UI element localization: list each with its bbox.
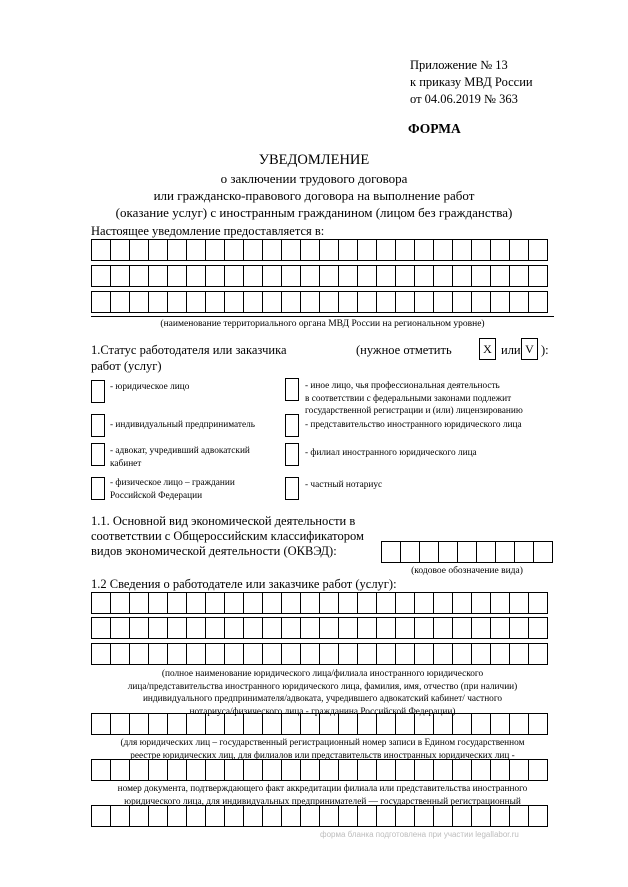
input-cell[interactable] [91, 592, 111, 614]
input-cell[interactable] [186, 592, 206, 614]
input-cell[interactable] [205, 617, 225, 639]
checkbox-foreign-branch[interactable] [285, 443, 299, 466]
checkbox-lawyer[interactable] [91, 443, 105, 466]
input-cell[interactable] [129, 239, 149, 261]
input-cell[interactable] [186, 617, 206, 639]
input-cell[interactable] [319, 617, 339, 639]
input-cell[interactable] [186, 239, 206, 261]
input-cell[interactable] [414, 617, 434, 639]
input-cell[interactable] [129, 291, 149, 313]
input-cell[interactable] [471, 713, 491, 735]
input-cell[interactable] [205, 239, 225, 261]
option-notary: - частный нотариус [305, 480, 383, 490]
input-cell[interactable] [509, 592, 529, 614]
input-cell[interactable] [262, 759, 282, 781]
input-cell[interactable] [528, 805, 548, 827]
input-cell[interactable] [381, 541, 401, 563]
input-cell[interactable] [167, 759, 187, 781]
input-cell[interactable] [528, 617, 548, 639]
input-cell[interactable] [471, 592, 491, 614]
input-cell[interactable] [281, 617, 301, 639]
input-cell[interactable] [476, 541, 496, 563]
employer-row-2[interactable] [91, 617, 547, 639]
input-cell[interactable] [110, 592, 130, 614]
annex-number: Приложение № 13 [410, 58, 508, 72]
input-cell[interactable] [148, 617, 168, 639]
input-cell[interactable] [414, 265, 434, 287]
input-cell[interactable] [262, 805, 282, 827]
input-cell[interactable] [91, 265, 111, 287]
employer-label: 1.2 Сведения о работодателе или заказчике работ (услуг): [91, 577, 397, 591]
input-cell[interactable] [490, 759, 510, 781]
mark-x-sample: X [479, 338, 496, 360]
input-cell[interactable] [110, 617, 130, 639]
input-cell[interactable] [262, 617, 282, 639]
input-cell[interactable] [262, 291, 282, 313]
input-cell[interactable] [281, 759, 301, 781]
input-cell[interactable] [357, 265, 377, 287]
input-cell[interactable] [495, 541, 515, 563]
input-cell[interactable] [243, 713, 263, 735]
input-cell[interactable] [243, 643, 263, 665]
input-cell[interactable] [167, 265, 187, 287]
option-legal-entity: - юридическое лицо [110, 382, 190, 392]
input-cell[interactable] [338, 643, 358, 665]
input-cell[interactable] [129, 759, 149, 781]
input-cell[interactable] [110, 239, 130, 261]
okved-caption: (кодовое обозначение вида) [411, 566, 523, 576]
input-cell[interactable] [528, 592, 548, 614]
input-cell[interactable] [395, 759, 415, 781]
input-cell[interactable] [395, 265, 415, 287]
input-cell[interactable] [186, 291, 206, 313]
input-cell[interactable] [357, 805, 377, 827]
input-cell[interactable] [148, 291, 168, 313]
input-cell[interactable] [357, 643, 377, 665]
status-or: или [501, 343, 521, 357]
input-cell[interactable] [357, 239, 377, 261]
input-cell[interactable] [224, 291, 244, 313]
input-cell[interactable] [528, 291, 548, 313]
input-cell[interactable] [357, 713, 377, 735]
input-cell[interactable] [224, 759, 244, 781]
input-cell[interactable] [509, 805, 529, 827]
input-cell[interactable] [357, 592, 377, 614]
input-cell[interactable] [438, 541, 458, 563]
input-cell[interactable] [205, 643, 225, 665]
input-cell[interactable] [224, 239, 244, 261]
input-cell[interactable] [281, 805, 301, 827]
input-cell[interactable] [167, 239, 187, 261]
input-cell[interactable] [167, 617, 187, 639]
input-cell[interactable] [414, 592, 434, 614]
input-cell[interactable] [129, 265, 149, 287]
okved-line-2: соответствии с Общероссийским классификатором [91, 529, 364, 543]
input-cell[interactable] [376, 617, 396, 639]
input-cell[interactable] [490, 713, 510, 735]
input-cell[interactable] [281, 239, 301, 261]
input-cell[interactable] [395, 805, 415, 827]
input-cell[interactable] [91, 713, 111, 735]
input-cell[interactable] [528, 239, 548, 261]
input-cell[interactable] [243, 617, 263, 639]
input-cell[interactable] [110, 713, 130, 735]
input-cell[interactable] [205, 265, 225, 287]
input-cell[interactable] [395, 291, 415, 313]
input-cell[interactable] [319, 713, 339, 735]
checkbox-other-person[interactable] [285, 378, 299, 401]
input-cell[interactable] [452, 617, 472, 639]
input-cell[interactable] [376, 239, 396, 261]
input-cell[interactable] [514, 541, 534, 563]
input-cell[interactable] [148, 713, 168, 735]
input-cell[interactable] [338, 291, 358, 313]
authority-underline [91, 316, 554, 317]
input-cell[interactable] [338, 239, 358, 261]
input-cell[interactable] [338, 759, 358, 781]
input-cell[interactable] [110, 759, 130, 781]
input-cell[interactable] [376, 713, 396, 735]
input-cell[interactable] [186, 713, 206, 735]
checkbox-representative-office[interactable] [285, 414, 299, 437]
input-cell[interactable] [433, 759, 453, 781]
input-cell[interactable] [509, 643, 529, 665]
input-cell[interactable] [433, 643, 453, 665]
mark-v-sample: V [521, 338, 538, 360]
input-cell[interactable] [490, 291, 510, 313]
input-cell[interactable] [509, 291, 529, 313]
input-cell[interactable] [167, 643, 187, 665]
status-note: (нужное отметить [356, 343, 452, 357]
input-cell[interactable] [148, 592, 168, 614]
input-cell[interactable] [300, 291, 320, 313]
input-cell[interactable] [414, 291, 434, 313]
title-line-1: о заключении трудового договора [220, 171, 408, 186]
input-cell[interactable] [376, 759, 396, 781]
input-cell[interactable] [452, 592, 472, 614]
input-cell[interactable] [533, 541, 553, 563]
input-cell[interactable] [457, 541, 477, 563]
input-cell[interactable] [319, 805, 339, 827]
input-cell[interactable] [300, 592, 320, 614]
input-cell[interactable] [148, 643, 168, 665]
employer-row-1[interactable] [91, 592, 547, 614]
input-cell[interactable] [376, 265, 396, 287]
input-cell[interactable] [243, 265, 263, 287]
status-heading-2: работ (услуг) [91, 359, 162, 373]
input-cell[interactable] [528, 759, 548, 781]
input-cell[interactable] [186, 805, 206, 827]
input-cell[interactable] [129, 592, 149, 614]
document-title: УВЕДОМЛЕНИЕ [258, 152, 370, 168]
input-cell[interactable] [395, 617, 415, 639]
registration-number-row[interactable] [91, 713, 547, 735]
input-cell[interactable] [224, 713, 244, 735]
input-cell[interactable] [224, 617, 244, 639]
input-cell[interactable] [433, 805, 453, 827]
employer-caption: (полное наименование юридического лица/филиала иностранного юридического лица/представительства иностранного юридического лица, фамилия, имя, отчество (при наличии) индивидуального предпринимателя/адвоката, учредившего адвокатский кабинет/ частного нотариуса/физического лица - гражданина Российской Федерации) [127, 669, 518, 717]
input-cell[interactable] [224, 643, 244, 665]
input-cell[interactable] [148, 265, 168, 287]
registration-caption: (для юридических лиц – государственный регистрационный номер записи в Едином государственном реестре юридических лиц, для филиалов или представительств иностранных юридических лиц - [120, 738, 525, 761]
input-cell[interactable] [91, 759, 111, 781]
input-cell[interactable] [205, 805, 225, 827]
input-cell[interactable] [148, 805, 168, 827]
input-cell[interactable] [167, 805, 187, 827]
input-cell[interactable] [262, 239, 282, 261]
input-cell[interactable] [281, 291, 301, 313]
input-cell[interactable] [129, 805, 149, 827]
input-cell[interactable] [471, 617, 491, 639]
input-cell[interactable] [376, 643, 396, 665]
input-cell[interactable] [490, 239, 510, 261]
input-cell[interactable] [490, 805, 510, 827]
input-cell[interactable] [148, 759, 168, 781]
input-cell[interactable] [91, 291, 111, 313]
input-cell[interactable] [414, 713, 434, 735]
input-cell[interactable] [509, 759, 529, 781]
input-cell[interactable] [110, 805, 130, 827]
input-cell[interactable] [376, 592, 396, 614]
input-cell[interactable] [129, 713, 149, 735]
input-cell[interactable] [452, 805, 472, 827]
input-cell[interactable] [414, 239, 434, 261]
input-cell[interactable] [452, 713, 472, 735]
input-cell[interactable] [262, 265, 282, 287]
input-cell[interactable] [319, 239, 339, 261]
input-cell[interactable] [300, 643, 320, 665]
input-cell[interactable] [338, 805, 358, 827]
employer-row-3[interactable] [91, 643, 547, 665]
input-cell[interactable] [224, 805, 244, 827]
input-cell[interactable] [395, 643, 415, 665]
okved-code-cells[interactable] [381, 541, 552, 563]
checkbox-legal-entity[interactable] [91, 380, 105, 403]
input-cell[interactable] [395, 592, 415, 614]
input-cell[interactable] [300, 759, 320, 781]
input-cell[interactable] [471, 805, 491, 827]
input-cell[interactable] [243, 592, 263, 614]
input-cell[interactable] [205, 592, 225, 614]
input-cell[interactable] [91, 643, 111, 665]
input-cell[interactable] [414, 759, 434, 781]
input-cell[interactable] [357, 759, 377, 781]
input-cell[interactable] [490, 617, 510, 639]
input-cell[interactable] [433, 291, 453, 313]
input-cell[interactable] [357, 617, 377, 639]
input-cell[interactable] [129, 643, 149, 665]
input-cell[interactable] [91, 239, 111, 261]
input-cell[interactable] [281, 592, 301, 614]
input-cell[interactable] [224, 265, 244, 287]
intro-label: Настоящее уведомление предоставляется в: [91, 224, 325, 238]
option-individual-entrepreneur: - индивидуальный предприниматель [110, 420, 255, 430]
authority-row-1[interactable] [91, 239, 547, 261]
input-cell[interactable] [509, 617, 529, 639]
input-cell[interactable] [243, 759, 263, 781]
input-cell[interactable] [281, 713, 301, 735]
input-cell[interactable] [357, 291, 377, 313]
title-line-2: или гражданско-правового договора на выполнение работ [153, 188, 475, 203]
input-cell[interactable] [433, 592, 453, 614]
title-line-3: (оказание услуг) с иностранным гражданином (лицом без гражданства) [115, 205, 513, 220]
option-foreign-branch: - филиал иностранного юридического лица [305, 448, 477, 458]
authority-row-3[interactable] [91, 291, 547, 313]
input-cell[interactable] [338, 617, 358, 639]
input-cell[interactable] [319, 643, 339, 665]
input-cell[interactable] [433, 239, 453, 261]
input-cell[interactable] [490, 643, 510, 665]
input-cell[interactable] [376, 805, 396, 827]
watermark: форма бланка подготовлена при участии legallabor.ru [320, 830, 519, 839]
input-cell[interactable] [243, 239, 263, 261]
input-cell[interactable] [414, 805, 434, 827]
input-cell[interactable] [376, 291, 396, 313]
input-cell[interactable] [471, 643, 491, 665]
input-cell[interactable] [471, 759, 491, 781]
input-cell[interactable] [319, 592, 339, 614]
input-cell[interactable] [471, 291, 491, 313]
input-cell[interactable] [300, 617, 320, 639]
input-cell[interactable] [300, 239, 320, 261]
input-cell[interactable] [186, 265, 206, 287]
input-cell[interactable] [471, 239, 491, 261]
input-cell[interactable] [338, 713, 358, 735]
option-representative-office: - представительство иностранного юридического лица [305, 420, 522, 430]
input-cell[interactable] [262, 713, 282, 735]
checkbox-russian-citizen[interactable] [91, 477, 105, 500]
input-cell[interactable] [148, 239, 168, 261]
input-cell[interactable] [452, 291, 472, 313]
input-cell[interactable] [452, 239, 472, 261]
accreditation-caption: номер документа, подтверждающего факт аккредитации филиала или представительства иностранного юридического лица, для индивидуальных предпринимателей — государственный регистрационный [117, 784, 528, 807]
input-cell[interactable] [300, 713, 320, 735]
input-cell[interactable] [300, 265, 320, 287]
input-cell[interactable] [91, 805, 111, 827]
input-cell[interactable] [433, 265, 453, 287]
input-cell[interactable] [205, 291, 225, 313]
entrepreneur-reg-row[interactable] [91, 805, 547, 827]
input-cell[interactable] [300, 805, 320, 827]
accreditation-row[interactable] [91, 759, 547, 781]
option-lawyer: - адвокат, учредивший адвокатский кабинет [110, 446, 250, 469]
input-cell[interactable] [262, 643, 282, 665]
input-cell[interactable] [224, 592, 244, 614]
input-cell[interactable] [319, 759, 339, 781]
input-cell[interactable] [471, 265, 491, 287]
input-cell[interactable] [452, 265, 472, 287]
authority-row-2[interactable] [91, 265, 547, 287]
input-cell[interactable] [509, 239, 529, 261]
input-cell[interactable] [110, 643, 130, 665]
checkbox-notary[interactable] [285, 477, 299, 500]
input-cell[interactable] [395, 239, 415, 261]
input-cell[interactable] [433, 617, 453, 639]
annex-order: к приказу МВД России [410, 75, 533, 89]
checkbox-individual-entrepreneur[interactable] [91, 414, 105, 437]
input-cell[interactable] [509, 713, 529, 735]
input-cell[interactable] [110, 291, 130, 313]
input-cell[interactable] [509, 265, 529, 287]
option-other-person: - иное лицо, чья профессиональная деятельность в соответствии с федеральными законами подлежит государственной регистрации и (или) лицензированию [305, 381, 523, 416]
input-cell[interactable] [419, 541, 439, 563]
input-cell[interactable] [338, 265, 358, 287]
input-cell[interactable] [528, 265, 548, 287]
input-cell[interactable] [129, 617, 149, 639]
input-cell[interactable] [338, 592, 358, 614]
input-cell[interactable] [452, 759, 472, 781]
input-cell[interactable] [395, 713, 415, 735]
status-heading-1: 1.Статус работодателя или заказчика [91, 343, 287, 357]
input-cell[interactable] [243, 805, 263, 827]
input-cell[interactable] [414, 643, 434, 665]
annex-reference [410, 57, 533, 108]
okved-line-1: 1.1. Основной вид экономической деятельности в [91, 514, 356, 528]
input-cell[interactable] [167, 713, 187, 735]
input-cell[interactable] [319, 265, 339, 287]
form-label: ФОРМА [408, 121, 461, 136]
okved-line-3: видов экономической деятельности (ОКВЭД): [91, 544, 337, 558]
annex-date: от 04.06.2019 № 363 [410, 92, 518, 106]
status-note-end: ): [541, 343, 549, 357]
input-cell[interactable] [186, 759, 206, 781]
input-cell[interactable] [205, 759, 225, 781]
input-cell[interactable] [281, 265, 301, 287]
input-cell[interactable] [400, 541, 420, 563]
input-cell[interactable] [490, 592, 510, 614]
input-cell[interactable] [167, 291, 187, 313]
input-cell[interactable] [528, 643, 548, 665]
input-cell[interactable] [186, 643, 206, 665]
input-cell[interactable] [110, 265, 130, 287]
input-cell[interactable] [433, 713, 453, 735]
input-cell[interactable] [205, 713, 225, 735]
input-cell[interactable] [167, 592, 187, 614]
authority-caption: (наименование территориального органа МВД России на региональном уровне) [160, 319, 485, 329]
input-cell[interactable] [281, 643, 301, 665]
input-cell[interactable] [528, 713, 548, 735]
input-cell[interactable] [490, 265, 510, 287]
input-cell[interactable] [243, 291, 263, 313]
input-cell[interactable] [91, 617, 111, 639]
input-cell[interactable] [262, 592, 282, 614]
option-russian-citizen: - физическое лицо – граждании Российской Федерации [110, 478, 235, 501]
input-cell[interactable] [452, 643, 472, 665]
input-cell[interactable] [319, 291, 339, 313]
